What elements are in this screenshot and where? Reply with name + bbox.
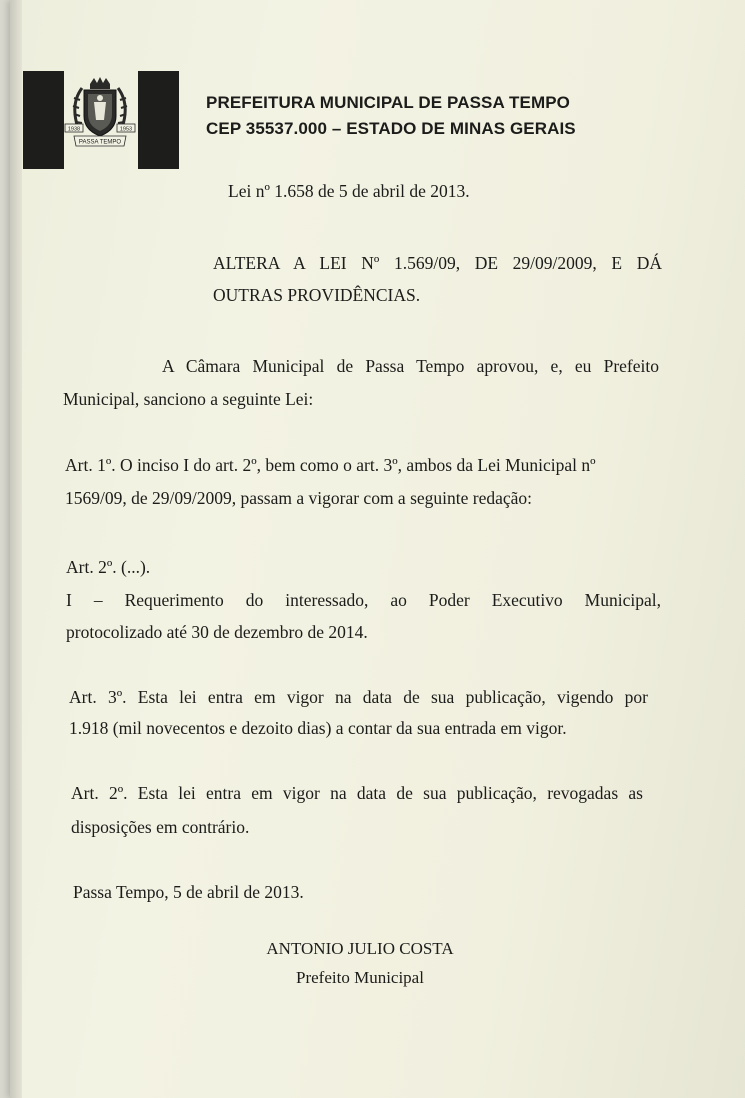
preamble-line-2: Municipal, sanciono a seguinte Lei: — [63, 389, 314, 409]
header-cep-estado: CEP 35537.000 – ESTADO DE MINAS GERAIS — [206, 119, 576, 138]
place-and-date: Passa Tempo, 5 de abril de 2013. — [73, 882, 304, 902]
art1-line-2: 1569/09, de 29/09/2009, passam a vigorar com a seguinte redação: — [65, 488, 533, 508]
preamble-line-1: A Câmara Municipal de Passa Tempo aprovou, e, eu Prefeito — [162, 356, 659, 376]
law-number: Lei nº 1.658 de 5 de abril de 2013. — [228, 181, 470, 201]
art2b-line-2: disposições em contrário. — [71, 817, 250, 837]
crest-year-right: 1953 — [119, 126, 133, 133]
signer-name: ANTONIO JULIO COSTA — [266, 939, 454, 958]
ementa-line-1: ALTERA A LEI Nº 1.569/09, DE 29/09/2009, E DÁ — [213, 253, 662, 273]
document-page — [10, 0, 745, 1098]
inciso-line-1: I – Requerimento do interessado, ao Poder Executivo Municipal, — [66, 590, 661, 610]
page-edge-shadow — [10, 0, 22, 1098]
header-prefeitura: PREFEITURA MUNICIPAL DE PASSA TEMPO — [206, 93, 570, 112]
ementa-line-2: OUTRAS PROVIDÊNCIAS. — [213, 285, 421, 305]
art3-line-2: 1.918 (mil novecentos e dezoito dias) a contar da sua entrada em vigor. — [69, 718, 567, 738]
municipal-crest-icon — [64, 76, 136, 150]
crest-ribbon-text: PASSA TEMPO — [78, 139, 122, 146]
flag-bar-left — [23, 71, 64, 169]
art3-line-1: Art. 3º. Esta lei entra em vigor na data de sua publicação, vigendo por — [69, 687, 648, 707]
signer-title: Prefeito Municipal — [296, 968, 424, 987]
art2-heading: Art. 2º. (...). — [66, 557, 151, 577]
art2b-line-1: Art. 2º. Esta lei entra em vigor na data de sua publicação, revogadas as — [71, 783, 643, 803]
inciso-line-2: protocolizado até 30 de dezembro de 2014. — [66, 622, 368, 642]
art1-line-1: Art. 1º. O inciso I do art. 2º, bem como o art. 3º, ambos da Lei Municipal nº — [65, 455, 596, 475]
flag-bar-right — [138, 71, 179, 169]
crest-year-left: 1938 — [67, 126, 81, 133]
